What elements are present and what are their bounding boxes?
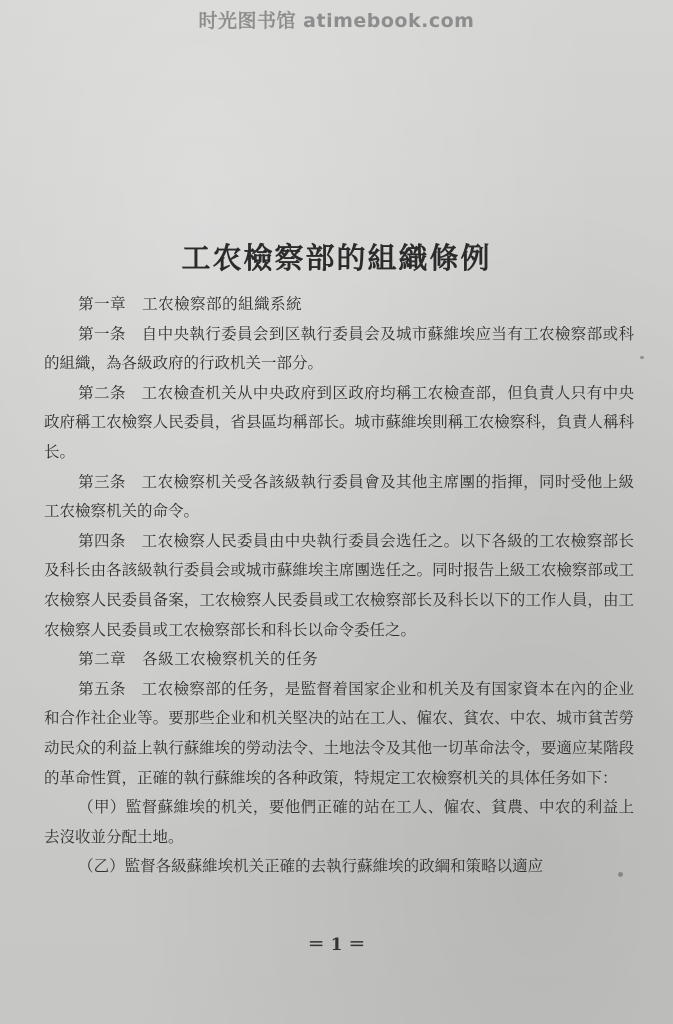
article-paragraph: 第五条 工农檢察部的任务，是監督着国家企业和机关及有国家資本在內的企业和合作社企业等。要那些企业和机关堅决的站在工人、僱农、貧农、中农、城市貧苦勞动民众的利益上執行蘇維埃的勞动法令、土地法令及其他一切革命法令，要適应某階段的革命性質，正確的執行蘇維埃的各种政策，特規定工农檢察机关的具体任务如下： bbox=[44, 679, 634, 787]
article-paragraph: 第一条 自中央執行委員会到区執行委員会及城市蘇維埃应当有工农檢察部或科的組織，為各級政府的行政机关一部分。 bbox=[44, 324, 634, 373]
document-title: 工农檢察部的組織條例 bbox=[181, 241, 492, 275]
chapter-heading: 第一章 工农檢察部的組織系統 bbox=[78, 295, 303, 313]
page-number: ＝ 1 ＝ bbox=[307, 935, 366, 955]
article-paragraph: （甲）監督蘇維埃的机关，要他們正確的站在工人、僱农、貧農、中农的利益上去沒收並分配土地。 bbox=[44, 798, 634, 846]
paper-speck bbox=[322, 268, 325, 271]
article-paragraph: （乙）監督各級蘇維埃机关正確的去執行蘇維埃的政綱和策略以適应 bbox=[78, 857, 544, 876]
paper-speck bbox=[618, 872, 623, 877]
watermark: 时光图书馆 atimebook.com bbox=[198, 10, 475, 32]
paper-speck bbox=[640, 356, 644, 359]
article-paragraph: 第四条 工农檢察人民委員由中央執行委員会选任之。以下各級的工农檢察部长及科长由各該級執行委員会或城市蘇維埃主席團选任之。同时报告上級工农檢察部或工农檢察人民委員备案，工农檢察人民委員或工农檢察部长及科长以下的工作人員，由工农檢察人民委員或工农檢察部长和科长以命令委任之。 bbox=[44, 531, 634, 639]
article-paragraph: 第二条 工农檢查机关从中央政府到区政府均稱工农檢查部，但負責人只有中央政府稱工农檢察人民委員，省县區均稱部长。城市蘇維埃則稱工农檢察科，負責人稱科长。 bbox=[44, 383, 634, 461]
document-body bbox=[44, 290, 634, 882]
chapter-heading: 第二章 各級工农檢察机关的任务 bbox=[78, 650, 319, 669]
article-paragraph: 第三条 工农檢察机关受各該級執行委員會及其他主席團的指揮，同时受他上級工农檢察机关的命令。 bbox=[44, 472, 634, 521]
